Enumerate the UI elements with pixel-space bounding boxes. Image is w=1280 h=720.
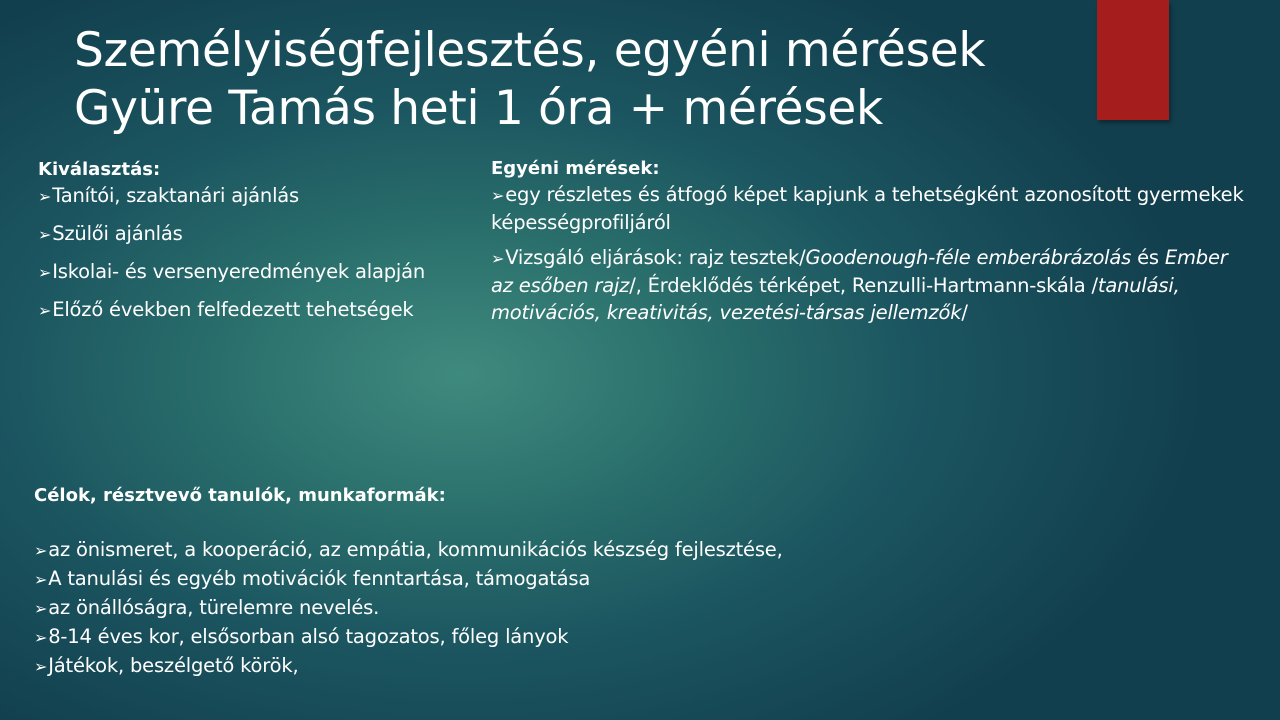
arrow-bullet-icon: ➢: [38, 301, 52, 320]
list-item: [38, 220, 458, 248]
list-item-text: A tanulási és egyéb motivációk fenntartása, támogatása: [48, 567, 591, 590]
list-item-text: az önismeret, a kooperáció, az empátia, kommunikációs készség fejlesztése,: [48, 538, 783, 561]
list-item-text: az önállóságra, türelemre nevelés.: [48, 596, 380, 619]
list-item-text: Játékok, beszélgető körök,: [48, 654, 299, 677]
accent-rectangle: [1097, 0, 1169, 120]
goals-section: [34, 484, 1134, 681]
list-item: [34, 594, 1134, 623]
list-item: [34, 623, 1134, 652]
list-item-text: Szülői ajánlás: [52, 222, 183, 245]
arrow-bullet-icon: ➢: [34, 628, 48, 647]
list-item: [38, 182, 458, 210]
list-item-text: Előző években felfedezett tehetségek: [52, 298, 414, 321]
title-line-1: Személyiségfejlesztés, egyéni mérések: [74, 23, 986, 78]
measurements-list: [491, 181, 1251, 326]
selection-list: [38, 182, 458, 324]
list-item-text: egy részletes és átfogó képet kapjunk a tehetségként azonosított gyermekek képességprofiljáról: [491, 183, 1244, 234]
selection-heading: Kiválasztás:: [38, 159, 161, 180]
list-item: [491, 244, 1251, 326]
list-item-text: Iskolai- és versenyeredmények alapján: [52, 260, 426, 283]
list-item: [38, 296, 458, 324]
title-line-2: Gyüre Tamás heti 1 óra + mérések: [74, 81, 883, 136]
arrow-bullet-icon: ➢: [34, 541, 48, 560]
list-item-text: /: [961, 301, 968, 324]
list-item-text-italic: tanulási, motivációs, kreativitás, vezetési-társas jellemzők: [491, 274, 1180, 324]
list-item: [38, 258, 458, 286]
arrow-bullet-icon: ➢: [38, 263, 52, 282]
arrow-bullet-icon: ➢: [491, 186, 505, 205]
arrow-bullet-icon: ➢: [38, 225, 52, 244]
list-item-text: 8-14 éves kor, elsősorban alsó tagozatos, főleg lányok: [48, 625, 569, 648]
list-item-text: és: [1131, 246, 1165, 269]
goals-list: [34, 536, 1134, 681]
selection-section: [38, 158, 458, 334]
list-item-text: Vizsgáló eljárások: rajz tesztek/: [505, 246, 806, 269]
list-item-text-italic: Ember az esőben rajz: [491, 246, 1228, 297]
list-item: [34, 565, 1134, 594]
goals-heading: Célok, résztvevő tanulók, munkaformák:: [34, 485, 446, 506]
arrow-bullet-icon: ➢: [38, 187, 52, 206]
measurements-heading: Egyéni mérések:: [491, 158, 660, 179]
list-item: [34, 652, 1134, 681]
list-item-text: Tanítói, szaktanári ajánlás: [52, 184, 299, 207]
measurements-section: [491, 157, 1251, 334]
arrow-bullet-icon: ➢: [491, 249, 505, 268]
list-item-text: /, Érdeklődés térképet, Renzulli-Hartmann-skála /: [629, 274, 1098, 297]
arrow-bullet-icon: ➢: [34, 657, 48, 676]
slide-title: [74, 22, 1084, 138]
list-item: [491, 181, 1251, 236]
list-item: [34, 536, 1134, 565]
arrow-bullet-icon: ➢: [34, 570, 48, 589]
list-item-text-italic: Goodenough-féle emberábrázolás: [805, 246, 1132, 269]
arrow-bullet-icon: ➢: [34, 599, 48, 618]
